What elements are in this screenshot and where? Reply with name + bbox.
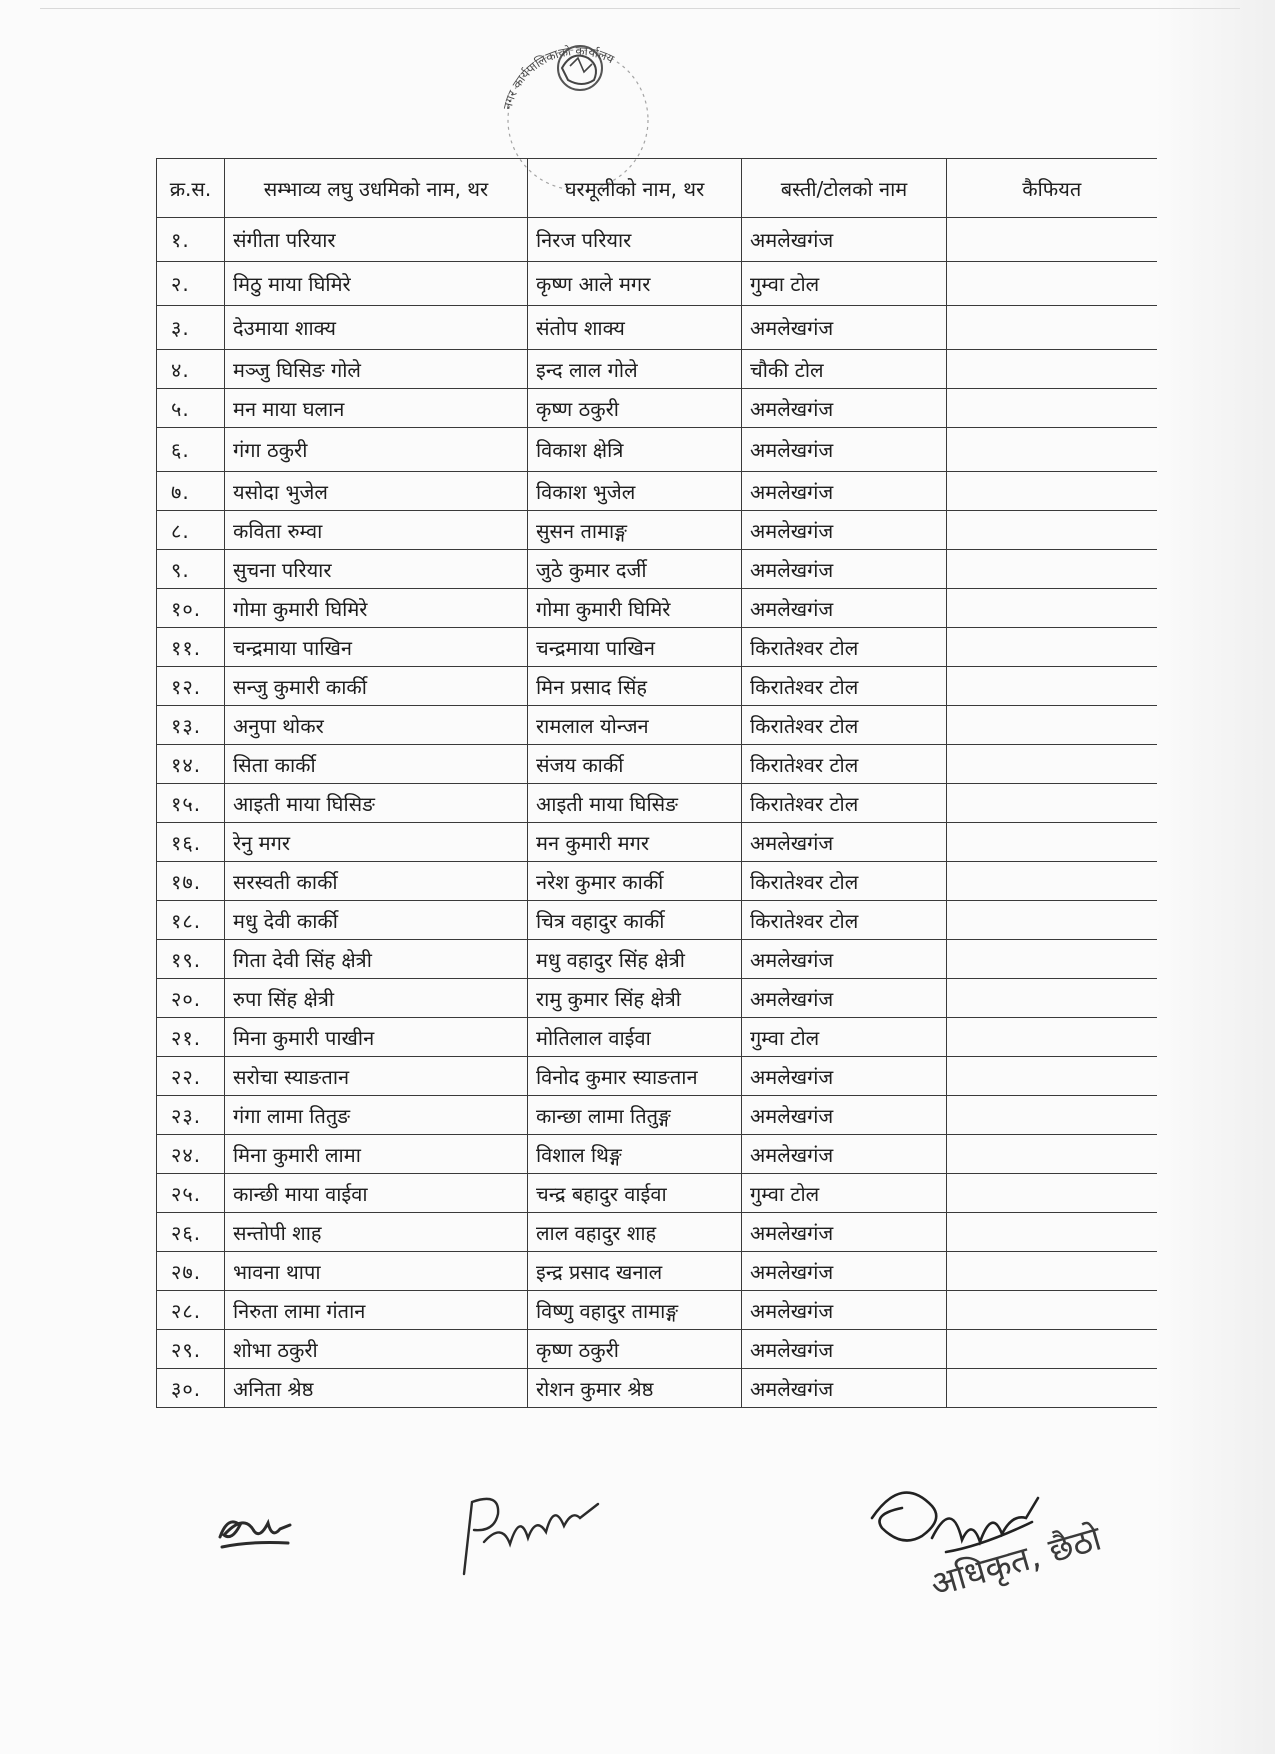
serial-cell: ५. bbox=[157, 389, 225, 428]
remarks-cell bbox=[947, 550, 1157, 589]
table-row bbox=[157, 218, 1157, 262]
table-row bbox=[157, 862, 1157, 901]
household-head-cell: कृष्ण आले मगर bbox=[528, 262, 742, 306]
serial-cell: ११. bbox=[157, 628, 225, 667]
remarks-cell bbox=[947, 589, 1157, 628]
table-row bbox=[157, 745, 1157, 784]
household-head-cell: संजय कार्की bbox=[528, 745, 742, 784]
serial-cell: २०. bbox=[157, 979, 225, 1018]
serial-cell: २. bbox=[157, 262, 225, 306]
settlement-cell: अमलेखगंज bbox=[742, 940, 947, 979]
settlement-cell: अमलेखगंज bbox=[742, 1135, 947, 1174]
remarks-cell bbox=[947, 940, 1157, 979]
entrepreneur-name-cell: कविता रुम्वा bbox=[225, 511, 528, 550]
household-head-cell: रामु कुमार सिंह क्षेत्री bbox=[528, 979, 742, 1018]
officer-designation: अधिकृत, छैठो bbox=[926, 1518, 1106, 1606]
settlement-cell: अमलेखगंज bbox=[742, 428, 947, 472]
serial-cell: २४. bbox=[157, 1135, 225, 1174]
household-head-cell: विष्णु वहादुर तामाङ्ग bbox=[528, 1291, 742, 1330]
household-head-cell: इन्द्र प्रसाद खनाल bbox=[528, 1252, 742, 1291]
remarks-cell bbox=[947, 1096, 1157, 1135]
settlement-cell: अमलेखगंज bbox=[742, 1291, 947, 1330]
remarks-cell bbox=[947, 511, 1157, 550]
entrepreneur-name-cell: सन्जु कुमारी कार्की bbox=[225, 667, 528, 706]
table-row bbox=[157, 350, 1157, 389]
entrepreneur-name-cell: देउमाया शाक्य bbox=[225, 306, 528, 350]
settlement-cell: किरातेश्वर टोल bbox=[742, 667, 947, 706]
remarks-cell bbox=[947, 1291, 1157, 1330]
settlement-cell: चौकी टोल bbox=[742, 350, 947, 389]
signature-2 bbox=[450, 1482, 610, 1582]
settlement-cell: गुम्वा टोल bbox=[742, 1174, 947, 1213]
serial-cell: १५. bbox=[157, 784, 225, 823]
table-row bbox=[157, 1213, 1157, 1252]
entrepreneur-name-cell: सरस्वती कार्की bbox=[225, 862, 528, 901]
serial-cell: २९. bbox=[157, 1330, 225, 1369]
household-head-cell: आइती माया घिसिङ bbox=[528, 784, 742, 823]
entrepreneur-name-cell: मिना कुमारी लामा bbox=[225, 1135, 528, 1174]
header-remarks: कैफियत bbox=[947, 159, 1157, 218]
settlement-cell: किरातेश्वर टोल bbox=[742, 862, 947, 901]
household-head-cell: लाल वहादुर शाह bbox=[528, 1213, 742, 1252]
household-head-cell: विकाश क्षेत्रि bbox=[528, 428, 742, 472]
serial-cell: १०. bbox=[157, 589, 225, 628]
household-head-cell: जुठे कुमार दर्जी bbox=[528, 550, 742, 589]
table-row bbox=[157, 262, 1157, 306]
table-row bbox=[157, 1174, 1157, 1213]
household-head-cell: इन्द लाल गोले bbox=[528, 350, 742, 389]
entrepreneur-name-cell: गोमा कुमारी घिमिरे bbox=[225, 589, 528, 628]
entrepreneur-name-cell: निरुता लामा गंतान bbox=[225, 1291, 528, 1330]
remarks-cell bbox=[947, 862, 1157, 901]
entrepreneur-name-cell: गंगा लामा तितुङ bbox=[225, 1096, 528, 1135]
settlement-cell: गुम्वा टोल bbox=[742, 1018, 947, 1057]
household-head-cell: सुसन तामाङ्ग bbox=[528, 511, 742, 550]
settlement-cell: किरातेश्वर टोल bbox=[742, 901, 947, 940]
table-row bbox=[157, 1057, 1157, 1096]
table-row bbox=[157, 823, 1157, 862]
table-body bbox=[157, 218, 1157, 1408]
serial-cell: १४. bbox=[157, 745, 225, 784]
settlement-cell: अमलेखगंज bbox=[742, 472, 947, 511]
serial-cell: १३. bbox=[157, 706, 225, 745]
scan-right-edge bbox=[1155, 0, 1275, 1754]
serial-cell: २३. bbox=[157, 1096, 225, 1135]
settlement-cell: अमलेखगंज bbox=[742, 511, 947, 550]
settlement-cell: अमलेखगंज bbox=[742, 389, 947, 428]
settlement-cell: अमलेखगंज bbox=[742, 306, 947, 350]
entrepreneur-name-cell: सुचना परियार bbox=[225, 550, 528, 589]
household-head-cell: रोशन कुमार श्रेष्ठ bbox=[528, 1369, 742, 1408]
table-row bbox=[157, 979, 1157, 1018]
entrepreneur-name-cell: मञ्जु घिसिङ गोले bbox=[225, 350, 528, 389]
entrepreneur-name-cell: रेनु मगर bbox=[225, 823, 528, 862]
table-row bbox=[157, 511, 1157, 550]
household-head-cell: मिन प्रसाद सिंह bbox=[528, 667, 742, 706]
table-row bbox=[157, 389, 1157, 428]
entrepreneur-name-cell: चन्द्रमाया पाखिन bbox=[225, 628, 528, 667]
serial-cell: ८. bbox=[157, 511, 225, 550]
settlement-cell: अमलेखगंज bbox=[742, 218, 947, 262]
household-head-cell: चित्र वहादुर कार्की bbox=[528, 901, 742, 940]
header-settlement: बस्ती/टोलको नाम bbox=[742, 159, 947, 218]
scan-top-edge bbox=[40, 8, 1240, 9]
entrepreneur-name-cell: गिता देवी सिंह क्षेत्री bbox=[225, 940, 528, 979]
remarks-cell bbox=[947, 1369, 1157, 1408]
remarks-cell bbox=[947, 901, 1157, 940]
remarks-cell bbox=[947, 428, 1157, 472]
entrepreneur-name-cell: मन माया घलान bbox=[225, 389, 528, 428]
household-head-cell: मन कुमारी मगर bbox=[528, 823, 742, 862]
remarks-cell bbox=[947, 667, 1157, 706]
household-head-cell: कान्छा लामा तितुङ्ग bbox=[528, 1096, 742, 1135]
settlement-cell: अमलेखगंज bbox=[742, 589, 947, 628]
remarks-cell bbox=[947, 1135, 1157, 1174]
entrepreneur-name-cell: सरोचा स्याङतान bbox=[225, 1057, 528, 1096]
entrepreneur-name-cell: भावना थापा bbox=[225, 1252, 528, 1291]
entrepreneur-name-cell: शोभा ठकुरी bbox=[225, 1330, 528, 1369]
remarks-cell bbox=[947, 350, 1157, 389]
household-head-cell: निरज परियार bbox=[528, 218, 742, 262]
table-header-row bbox=[157, 159, 1157, 218]
serial-cell: २५. bbox=[157, 1174, 225, 1213]
table-row bbox=[157, 428, 1157, 472]
entrepreneur-name-cell: अनुपा थोकर bbox=[225, 706, 528, 745]
entrepreneur-name-cell: रुपा सिंह क्षेत्री bbox=[225, 979, 528, 1018]
remarks-cell bbox=[947, 706, 1157, 745]
entrepreneur-name-cell: गंगा ठकुरी bbox=[225, 428, 528, 472]
serial-cell: २८. bbox=[157, 1291, 225, 1330]
remarks-cell bbox=[947, 472, 1157, 511]
household-head-cell: संतोप शाक्य bbox=[528, 306, 742, 350]
serial-cell: ६. bbox=[157, 428, 225, 472]
serial-cell: २७. bbox=[157, 1252, 225, 1291]
serial-cell: १७. bbox=[157, 862, 225, 901]
entrepreneur-name-cell: आइती माया घिसिङ bbox=[225, 784, 528, 823]
entrepreneur-name-cell: कान्छी माया वाईवा bbox=[225, 1174, 528, 1213]
serial-cell: ३०. bbox=[157, 1369, 225, 1408]
entrepreneur-name-cell: अनिता श्रेष्ठ bbox=[225, 1369, 528, 1408]
settlement-cell: अमलेखगंज bbox=[742, 823, 947, 862]
table-row bbox=[157, 1369, 1157, 1408]
serial-cell: २६. bbox=[157, 1213, 225, 1252]
household-head-cell: नरेश कुमार कार्की bbox=[528, 862, 742, 901]
entrepreneur-name-cell: संगीता परियार bbox=[225, 218, 528, 262]
remarks-cell bbox=[947, 628, 1157, 667]
remarks-cell bbox=[947, 218, 1157, 262]
table-row bbox=[157, 1135, 1157, 1174]
household-head-cell: विशाल थिङ्ग bbox=[528, 1135, 742, 1174]
household-head-cell: रामलाल योन्जन bbox=[528, 706, 742, 745]
table-row bbox=[157, 706, 1157, 745]
entrepreneur-name-cell: सन्तोपी शाह bbox=[225, 1213, 528, 1252]
settlement-cell: अमलेखगंज bbox=[742, 979, 947, 1018]
table-row bbox=[157, 1291, 1157, 1330]
beneficiary-table bbox=[156, 158, 1157, 1408]
household-head-cell: चन्द्र बहादुर वाईवा bbox=[528, 1174, 742, 1213]
serial-cell: १२. bbox=[157, 667, 225, 706]
entrepreneur-name-cell: यसोदा भुजेल bbox=[225, 472, 528, 511]
remarks-cell bbox=[947, 306, 1157, 350]
table-row bbox=[157, 1252, 1157, 1291]
serial-cell: ३. bbox=[157, 306, 225, 350]
household-head-cell: कृष्ण ठकुरी bbox=[528, 1330, 742, 1369]
remarks-cell bbox=[947, 1252, 1157, 1291]
settlement-cell: अमलेखगंज bbox=[742, 1096, 947, 1135]
table-row bbox=[157, 1096, 1157, 1135]
household-head-cell: विनोद कुमार स्याङतान bbox=[528, 1057, 742, 1096]
settlement-cell: अमलेखगंज bbox=[742, 1252, 947, 1291]
serial-cell: ४. bbox=[157, 350, 225, 389]
household-head-cell: मधु वहादुर सिंह क्षेत्री bbox=[528, 940, 742, 979]
table-row bbox=[157, 1330, 1157, 1369]
table-row bbox=[157, 472, 1157, 511]
header-entrepreneur-name: सम्भाव्य लघु उधमिको नाम, थर bbox=[225, 159, 528, 218]
header-household-head: घरमूलीको नाम, थर bbox=[528, 159, 742, 218]
remarks-cell bbox=[947, 745, 1157, 784]
entrepreneur-name-cell: मिठु माया घिमिरे bbox=[225, 262, 528, 306]
remarks-cell bbox=[947, 1057, 1157, 1096]
entrepreneur-name-cell: सिता कार्की bbox=[225, 745, 528, 784]
remarks-cell bbox=[947, 262, 1157, 306]
settlement-cell: अमलेखगंज bbox=[742, 1330, 947, 1369]
settlement-cell: अमलेखगंज bbox=[742, 1057, 947, 1096]
settlement-cell: अमलेखगंज bbox=[742, 550, 947, 589]
serial-cell: १६. bbox=[157, 823, 225, 862]
settlement-cell: गुम्वा टोल bbox=[742, 262, 947, 306]
serial-cell: १८. bbox=[157, 901, 225, 940]
remarks-cell bbox=[947, 389, 1157, 428]
serial-cell: ७. bbox=[157, 472, 225, 511]
remarks-cell bbox=[947, 1330, 1157, 1369]
remarks-cell bbox=[947, 979, 1157, 1018]
household-head-cell: कृष्ण ठकुरी bbox=[528, 389, 742, 428]
settlement-cell: किरातेश्वर टोल bbox=[742, 706, 947, 745]
household-head-cell: चन्द्रमाया पाखिन bbox=[528, 628, 742, 667]
serial-cell: २१. bbox=[157, 1018, 225, 1057]
remarks-cell bbox=[947, 823, 1157, 862]
table-row bbox=[157, 1018, 1157, 1057]
signature-1 bbox=[210, 1495, 300, 1565]
entrepreneur-name-cell: मधु देवी कार्की bbox=[225, 901, 528, 940]
remarks-cell bbox=[947, 1174, 1157, 1213]
table-row bbox=[157, 550, 1157, 589]
serial-cell: २२. bbox=[157, 1057, 225, 1096]
remarks-cell bbox=[947, 784, 1157, 823]
serial-cell: १९. bbox=[157, 940, 225, 979]
table-row bbox=[157, 589, 1157, 628]
remarks-cell bbox=[947, 1213, 1157, 1252]
table-row bbox=[157, 628, 1157, 667]
table-row bbox=[157, 667, 1157, 706]
household-head-cell: गोमा कुमारी घिमिरे bbox=[528, 589, 742, 628]
header-serial: क्र.स. bbox=[157, 159, 225, 218]
serial-cell: ९. bbox=[157, 550, 225, 589]
entrepreneur-name-cell: मिना कुमारी पाखीन bbox=[225, 1018, 528, 1057]
settlement-cell: किरातेश्वर टोल bbox=[742, 784, 947, 823]
settlement-cell: अमलेखगंज bbox=[742, 1213, 947, 1252]
settlement-cell: किरातेश्वर टोल bbox=[742, 628, 947, 667]
settlement-cell: अमलेखगंज bbox=[742, 1369, 947, 1408]
serial-cell: १. bbox=[157, 218, 225, 262]
household-head-cell: मोतिलाल वाईवा bbox=[528, 1018, 742, 1057]
household-head-cell: विकाश भुजेल bbox=[528, 472, 742, 511]
table-row bbox=[157, 940, 1157, 979]
table-row bbox=[157, 306, 1157, 350]
remarks-cell bbox=[947, 1018, 1157, 1057]
seal-text: नगर कार्यपालिकाको कार्यालय bbox=[500, 43, 617, 112]
settlement-cell: किरातेश्वर टोल bbox=[742, 745, 947, 784]
table-row bbox=[157, 784, 1157, 823]
table-row bbox=[157, 901, 1157, 940]
